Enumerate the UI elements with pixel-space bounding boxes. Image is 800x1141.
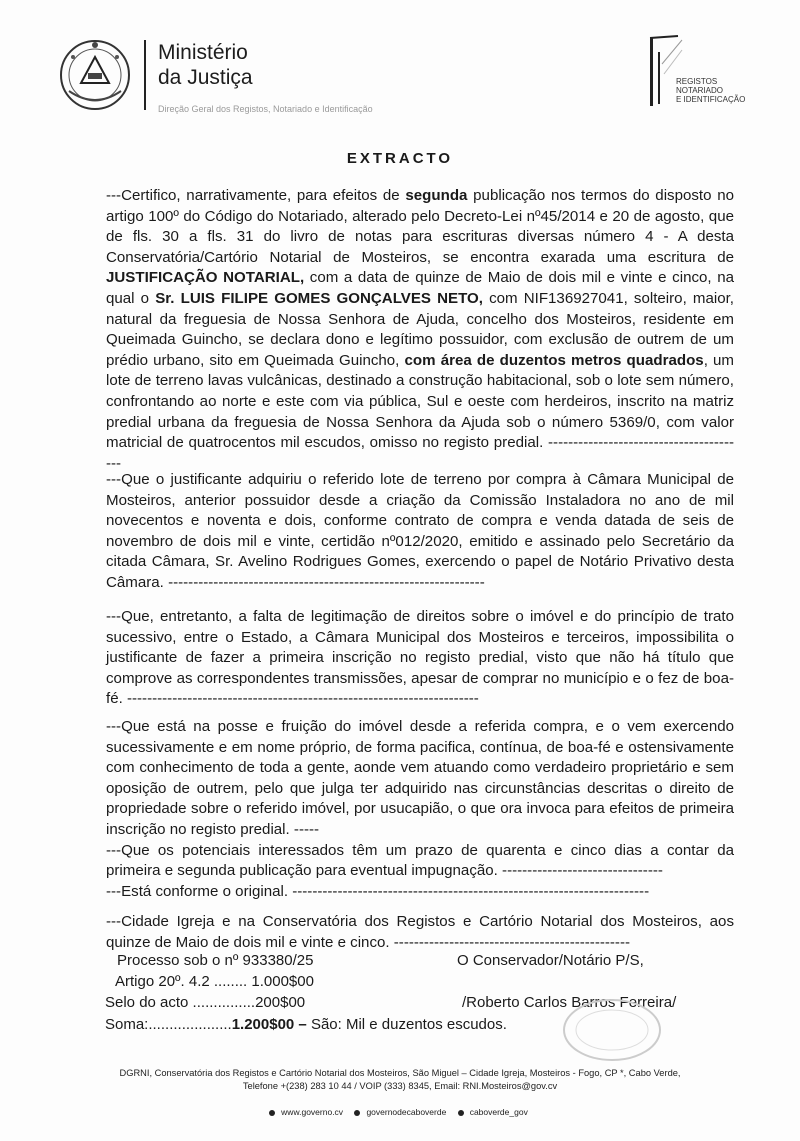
cabo-verde-coat-of-arms-icon bbox=[55, 35, 135, 115]
processo-number: Processo sob o nº 933380/25 bbox=[117, 952, 314, 969]
faint-stamp-icon bbox=[560, 995, 665, 1065]
globe-icon bbox=[269, 1110, 275, 1116]
footer-socials bbox=[0, 1107, 800, 1117]
dgrni-subtitle: Direção Geral dos Registos, Notariado e Identificação bbox=[158, 104, 373, 114]
fee-total: Soma:....................1.200$00 – São: Mil e duzentos escudos. bbox=[105, 1016, 507, 1033]
ministry-line1: Ministério bbox=[158, 41, 248, 64]
paragraph-possession: ---Que está na posse e fruição do imóvel desde a referida compra, e o vem exercendo sucessivamente e em nome próprio, de forma pacifica, contínua, de boa-fé e ostensivamente com conhecimento de toda a gente, aonde vem atuando como verdadeiro proprietário e sem oposição de outrem, pelo que julga ter adquirido nas circunstâncias descritas o direito de propriedade sobre o referido imóvel, por usucapião, o que ora invoca para efeitos de primeira inscrição no registo predial. ----- ---Que os potenciais interessados têm um prazo de quarenta e cinco dias a contar da primeira e segunda publicação para eventual impugnação. -------------------------------- bbox=[106, 718, 734, 880]
footer-address: DGRNI, Conservatória dos Registos e Cartório Notarial dos Mosteiros, São Miguel – Cidade Igreja, Mosteiros - Fogo, CP *, Cabo Verde, Telefone +(238) 283 10 44 / VOIP (333) 8345, Email: RNI.Mosteiros@gov.cv bbox=[119, 1068, 681, 1091]
facebook-icon bbox=[354, 1110, 360, 1116]
ministry-line2: da Justiça bbox=[158, 66, 253, 89]
document-title: EXTRACTO bbox=[346, 150, 454, 167]
signatory-name: /Roberto Carlos Barros Ferreira/ bbox=[462, 994, 677, 1011]
paragraph-conformity: ---Está conforme o original. ----------------------------------------------------------------------- bbox=[106, 883, 650, 900]
rni-logo-text: REGISTOS NOTARIADO E IDENTIFICAÇÃO bbox=[676, 77, 746, 104]
ministry-name bbox=[158, 40, 253, 90]
signatory-role: O Conservador/Notário P/S, bbox=[457, 952, 644, 969]
paragraph-place-date: ---Cidade Igreja e na Conservatória dos Registos e Cartório Notarial dos Mosteiros, aos quinze de Maio de dois mil e vinte e cinco. ----------------------------------------------- bbox=[106, 913, 734, 951]
paragraph-certification: ---Certifico, narrativamente, para efeitos de segunda publicação nos termos do disposto no artigo 100º do Código do Notariado, alterado pelo Decreto-Lei nº45/2014 e 20 de agosto, que de fls. 30 a fls. 31 do livro de notas para escrituras diversas número 4 - A desta Conservatória/Cartório Notarial de Mosteiros, se encontra exarada uma escritura de JUSTIFICAÇÃO NOTARIAL, com a data de quinze de Maio de dois mil e vinte e cinco, na qual o Sr. LUIS FILIPE GOMES GONÇALVES NETO, com NIF136927041, solteiro, maior, natural da freguesia de Nossa Senhora de Ajuda, concelho dos Mosteiros, residente em Queimada Guincho, se declara dono e legítimo possuidor, com exclusão de outrem de um prédio urbano, sito em Queimada Guincho, com área de duzentos metros quadrados, um lote de terreno lavas vulcânicas, destinado a construção habitacional, sob o lote sem número, confrontando ao norte e este com via pública, Sul e oeste com herdeiros, inscrito na matriz predial urbana da freguesia de Nossa Senhora da Ajuda sob o número 5369/0, com valor matricial de quatrocentos mil escudos, omisso no registo predial. ---------------------------------------- bbox=[106, 187, 734, 472]
fee-artigo: Artigo 20º. 4.2 ........ 1.000$00 bbox=[115, 973, 314, 990]
instagram-link[interactable]: caboverde_gov bbox=[458, 1107, 531, 1117]
fee-selo: Selo do acto ...............200$00 bbox=[105, 994, 306, 1011]
header-divider bbox=[144, 40, 146, 110]
web-link[interactable]: www.governo.cv bbox=[269, 1107, 346, 1117]
facebook-link[interactable]: governodecaboverde bbox=[354, 1107, 449, 1117]
instagram-icon bbox=[458, 1110, 464, 1116]
paragraph-legitimation: ---Que, entretanto, a falta de legitimação de direitos sobre o imóvel e do princípio de trato sucessivo, entre o Estado, a Câmara Municipal dos Mosteiros e terceiros, impossibilita o justificante de fazer a primeira inscrição no registo predial, visto que não há título que comprove as correspondentes transmissões, apesar de comprar no município e o fez de boa-fé. ---------------------------------------------------------------------- bbox=[106, 608, 734, 708]
paragraph-acquisition: ---Que o justificante adquiriu o referido lote de terreno por compra à Câmara Municipal de Mosteiros, anterior possuidor desde a criação da Comissão Instaladora no ano de mil novecentos e noventa e dois, conforme contrato de compra e venda datada de seis de novembro de dois mil e vinte, certidão nº012/2020, emitido e assinado pelo Secretário da citada Câmara, Sr. Avelino Rodrigues Gomes, exercendo o papel de Notário Privativo desta Câmara. --------------------------------------------------------------- bbox=[106, 471, 734, 591]
